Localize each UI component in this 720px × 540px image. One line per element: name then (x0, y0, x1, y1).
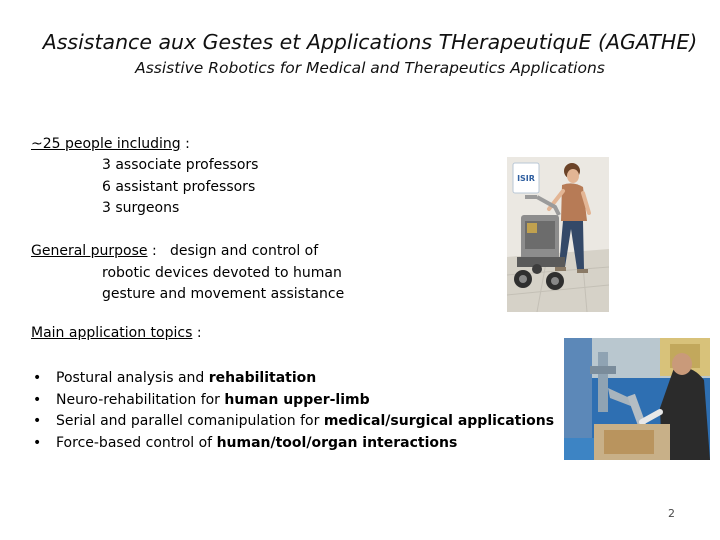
bullet-icon: • (33, 391, 42, 408)
people-line-3: 3 surgeons (102, 200, 180, 216)
purpose-line-2: gesture and movement assistance (102, 286, 345, 302)
topic-text: Serial and parallel comanipulation for (56, 413, 324, 429)
topic-bold-text: rehabilitation (208, 370, 317, 386)
topic-item (33, 368, 554, 390)
topics-heading-line (31, 323, 202, 345)
slide-title: Assistance aux Gestes et Applications THerapeutiquE (AGATHE) (42, 30, 698, 54)
people-colon: : (180, 136, 190, 152)
topic-item (33, 433, 554, 455)
purpose-first-line: : design and control of (147, 243, 319, 259)
topic-text: Postural analysis and (56, 370, 209, 386)
topic-item (33, 411, 554, 433)
walker-robot-photo (507, 157, 609, 312)
topic-item (33, 390, 554, 412)
isir-logo: ISIR (517, 174, 535, 183)
topics-colon: : (192, 325, 202, 341)
people-heading-line (31, 134, 190, 156)
people-line-2: 6 assistant professors (102, 179, 256, 195)
people-line-1: 3 associate professors (102, 157, 259, 173)
bullet-icon: • (33, 370, 42, 386)
topic-bold-text: medical/surgical applications (323, 413, 555, 429)
page-number: 2 (668, 507, 675, 520)
topic-text: Neuro-rehabilitation for (56, 391, 225, 408)
purpose-heading-line (31, 241, 318, 263)
bullet-icon: • (33, 413, 42, 429)
surgical-robot-illustration (564, 338, 710, 460)
topic-bold-text: human upper-limb (224, 391, 370, 408)
topic-text: Force-based control of (56, 434, 217, 451)
surgical-robot-photo (564, 338, 710, 460)
people-heading: ~25 people including (31, 136, 181, 152)
topic-bold-text: human/tool/organ interactions (216, 434, 458, 451)
slide-subtitle: Assistive Robotics for Medical and Therapeutics Applications (135, 59, 605, 77)
purpose-heading: General purpose (31, 243, 148, 259)
walker-robot-illustration (507, 157, 609, 312)
topics-list (33, 368, 554, 454)
purpose-line-1: robotic devices devoted to human (102, 265, 342, 281)
topics-heading: Main application topics (31, 325, 193, 341)
bullet-icon: • (33, 434, 42, 451)
